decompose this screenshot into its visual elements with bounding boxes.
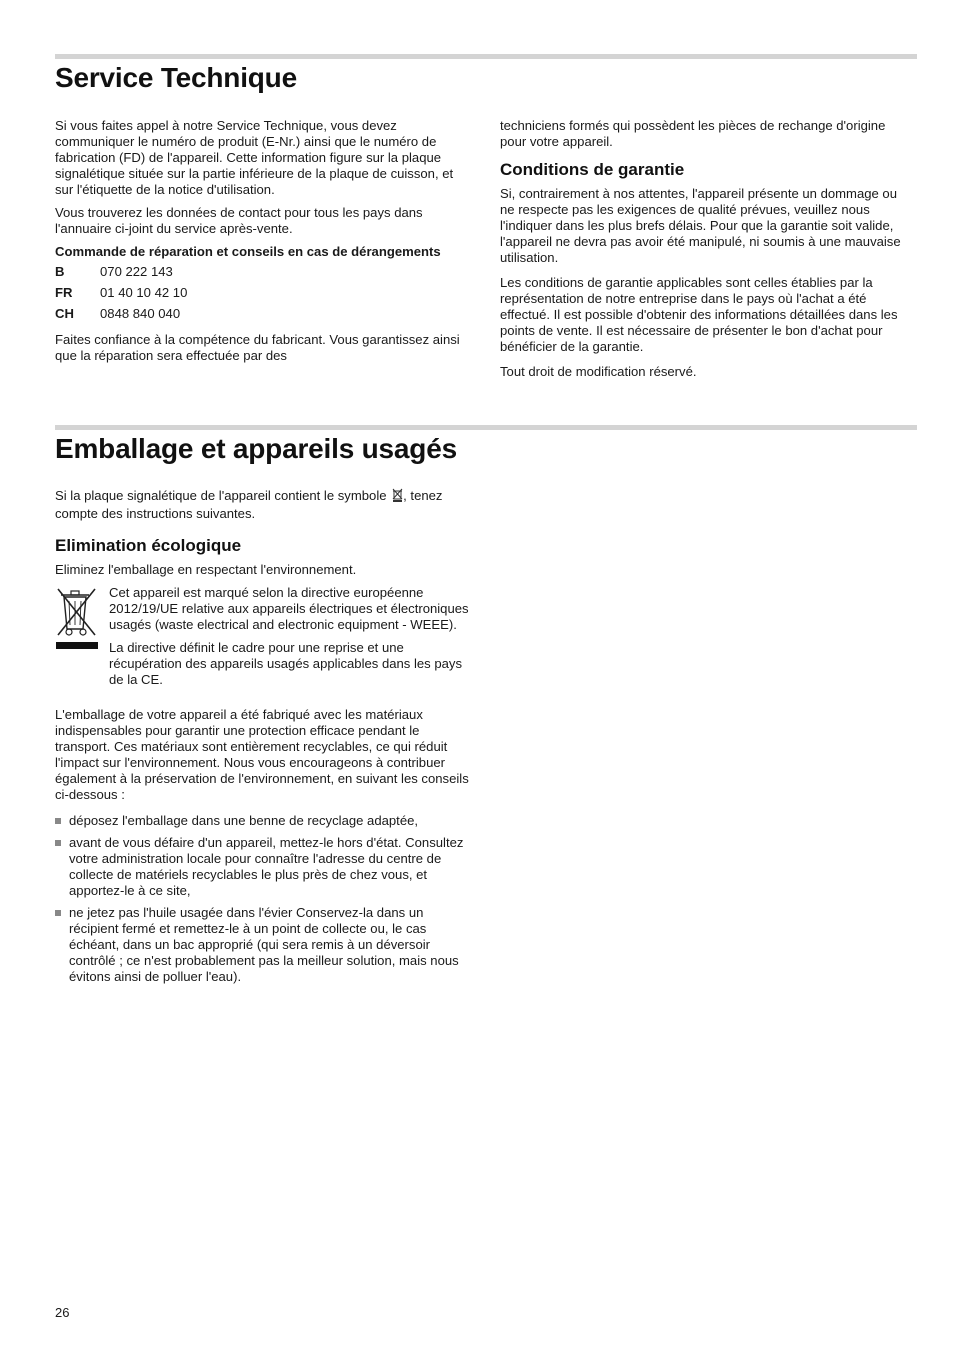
list-item-text: ne jetez pas l'huile usagée dans l'évier Conservez-la dans un récipient fermé et remettez-le à un point de collecte ou, le cas échéant, dans un bac approprié (qui sera remis à un déversoir contrôlé ; ce n'est probablement pas la meilleur solution, mais nous évitons ainsi de polluer l'eau). — [69, 905, 459, 984]
materials-paragraph: L'emballage de votre appareil a été fabriqué avec les matériaux indispensables pour garantir une protection efficace pendant le transport. Ces matériaux sont entièrement recyclables, ce qui réduit l'impact sur l'environnement. Nous vous encourageons à contribuer également à la préservation de l'environnement, en suivant les conseils ci-dessous : — [55, 707, 469, 802]
list-item — [55, 835, 470, 899]
section-title-service: Service Technique — [55, 62, 297, 93]
weee-text — [109, 585, 470, 695]
bullet-square-icon — [55, 840, 61, 846]
packaging-intro-a: Si la plaque signalétique de l'appareil contient le symbole — [55, 488, 387, 503]
weee-symbol-icon — [392, 488, 403, 506]
warranty-p3: Tout droit de modification réservé. — [500, 364, 697, 379]
service-left-column — [55, 118, 470, 371]
service-intro-p2: Vous trouverez les données de contact pour tous les pays dans l'annuaire ci-joint du service après-vente. — [55, 205, 423, 236]
repair-heading: Commande de réparation et conseils en cas de dérangements — [55, 244, 441, 259]
service-trust-p: Faites confiance à la compétence du fabricant. Vous garantissez ainsi que la réparation sera effectuée par des — [55, 332, 460, 363]
weee-notice — [55, 585, 470, 695]
page-number: 26 — [55, 1305, 70, 1320]
recycling-advice-list — [55, 813, 470, 985]
section-rule-packaging — [55, 425, 917, 430]
service-intro-p1: Si vous faites appel à notre Service Technique, vous devez communiquer le numéro de produit (E-Nr.) ainsi que le numéro de fabrication (FD) de l'appareil. Cette information figure sur la plaque signalétique située sur la partie inférieure de la plaque de cuisson, et sur l'étiquette de la notice d'utilisation. — [55, 118, 454, 197]
packaging-intro — [55, 488, 470, 522]
phone-country-code: FR — [55, 285, 73, 300]
phone-number: 0848 840 040 — [100, 306, 181, 321]
phone-row — [55, 282, 470, 303]
service-right-column — [500, 118, 915, 387]
warranty-p1: Si, contrairement à nos attentes, l'appareil présente un dommage ou ne respecte pas les exigences de qualité prévues, veuillez nous l'indiquer dans les plus brefs délais. Pour que la garantie soit valide, l'appareil ne devra pas avoir été manipulé, ni soumis à une mauvaise utilisation. — [500, 186, 901, 265]
phone-row — [55, 303, 470, 324]
packaging-intro-b: , tenez compte des instructions suivantes. — [55, 488, 443, 521]
phone-country-code: B — [55, 264, 65, 279]
service-trust-continued: techniciens formés qui possèdent les pièces de rechange d'origine pour votre appareil. — [500, 118, 886, 149]
phone-row — [55, 261, 470, 282]
bullet-square-icon — [55, 910, 61, 916]
bullet-square-icon — [55, 818, 61, 824]
phone-number: 070 222 143 — [100, 264, 173, 279]
eco-heading: Elimination écologique — [55, 536, 242, 555]
warranty-p2: Les conditions de garantie applicables sont celles établies par la représentation de notre entreprise dans le pays où l'achat a été effectué. Il est possible d'obtenir des informations détaillées dans les points de vente. Il est nécessaire de présenter le bon d'achat pour bénéficier de la garantie. — [500, 275, 898, 354]
phone-number: 01 40 10 42 10 — [100, 285, 188, 300]
packaging-column — [55, 488, 470, 991]
crossed-out-wheelie-bin-icon — [55, 585, 109, 695]
phone-list — [55, 261, 470, 324]
weee-p1: Cet appareil est marqué selon la directive européenne 2012/19/UE relative aux appareils électriques et électroniques usagés (waste electrical and electronic equipment - WEEE). — [109, 585, 469, 632]
list-item — [55, 813, 470, 829]
weee-p2: La directive définit le cadre pour une reprise et une récupération des appareils usagés applicables dans les pays de la CE. — [109, 640, 463, 687]
list-item-text: déposez l'emballage dans une benne de recyclage adaptée, — [69, 813, 419, 828]
list-item — [55, 905, 470, 985]
eco-paragraph: Eliminez l'emballage en respectant l'environnement. — [55, 562, 357, 577]
section-title-packaging: Emballage et appareils usagés — [55, 433, 457, 464]
phone-country-code: CH — [55, 306, 74, 321]
list-item-text: avant de vous défaire d'un appareil, mettez-le hors d'état. Consultez votre administration locale pour connaître l'adresse du centre de collecte de matériels recyclables le plus près de chez vous, et apportez-le à ce site, — [69, 835, 464, 898]
warranty-heading: Conditions de garantie — [500, 160, 685, 179]
section-rule-service — [55, 54, 917, 59]
